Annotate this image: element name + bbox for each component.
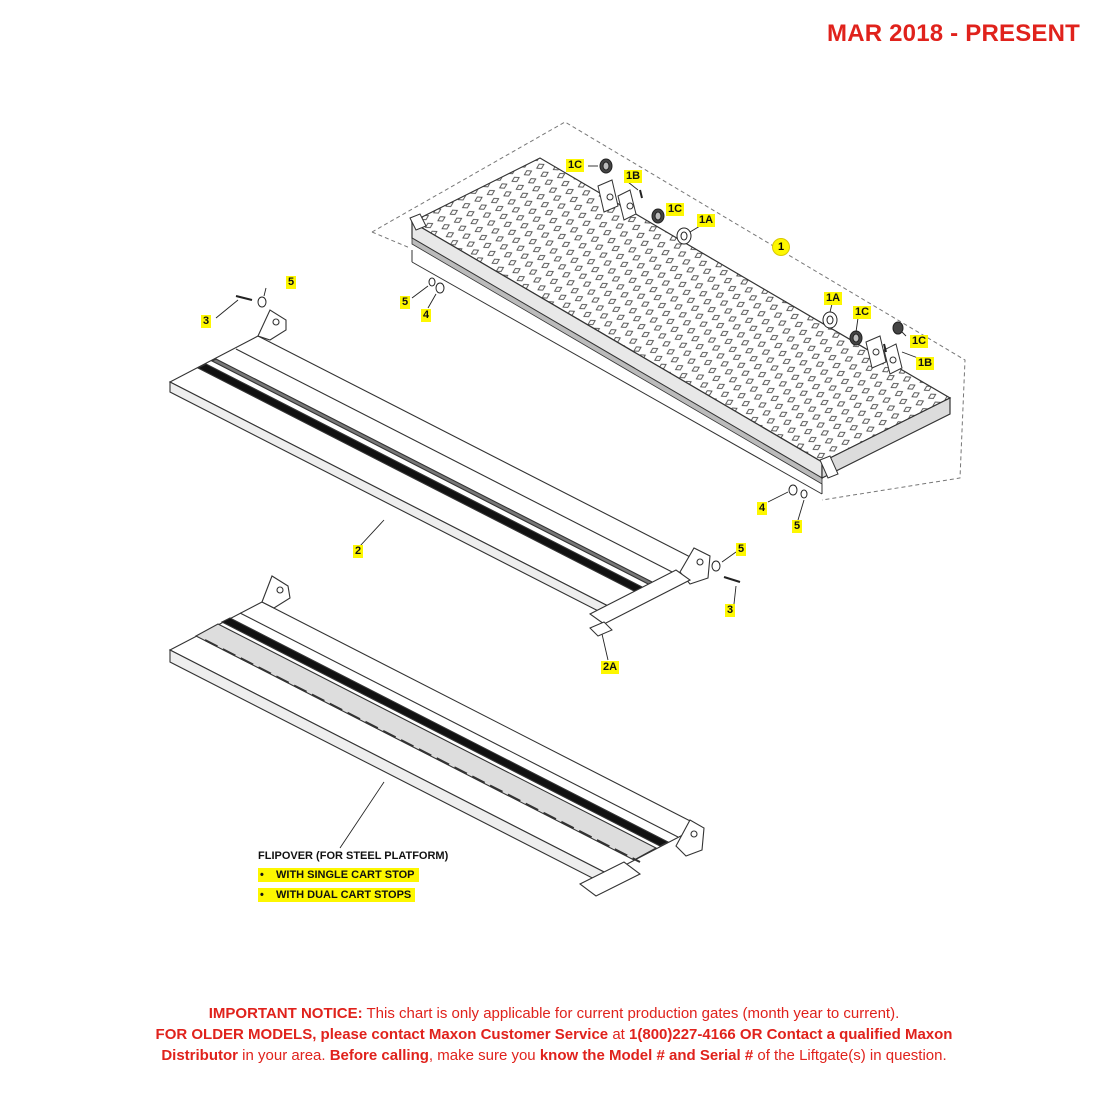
cart-stop-2a bbox=[590, 622, 612, 636]
legend-title: FLIPOVER (FOR STEEL PLATFORM) bbox=[258, 850, 449, 862]
callout-2a[interactable]: 2A bbox=[603, 661, 618, 673]
legend-item-single-cart-stop[interactable] bbox=[258, 868, 419, 882]
callout-1b-top[interactable]: 1B bbox=[626, 170, 641, 182]
callout-1[interactable]: 1 bbox=[772, 238, 790, 256]
callout-1c-right-far[interactable]: 1C bbox=[912, 335, 927, 347]
date-range-title: MAR 2018 - PRESENT bbox=[827, 20, 1080, 47]
bullet-icon: • bbox=[260, 869, 264, 881]
flipover-legend bbox=[258, 850, 448, 908]
notice-line-3: Distributor in your area. Before calling, make sure you know the Model # and Serial # of the Liftgate(s) in question. bbox=[161, 1047, 947, 1064]
callout-2[interactable]: 2 bbox=[355, 545, 362, 557]
callout-5-top-left[interactable]: 5 bbox=[288, 276, 295, 288]
callout-3-left[interactable]: 3 bbox=[203, 315, 210, 327]
bullet-icon: • bbox=[260, 889, 264, 901]
callout-1c-top-mid[interactable]: 1C bbox=[668, 203, 683, 215]
callout-5-mid-left[interactable]: 5 bbox=[402, 296, 409, 308]
callout-4-left[interactable]: 4 bbox=[423, 309, 430, 321]
important-notice bbox=[0, 1003, 1108, 1066]
callout-4-right[interactable]: 4 bbox=[759, 502, 766, 514]
notice-line-2: FOR OLDER MODELS, please contact Maxon Customer Service at 1(800)227-4166 OR Contact a qualified Maxon bbox=[155, 1026, 953, 1043]
notice-line-1: IMPORTANT NOTICE: This chart is only applicable for current production gates (month year to current). bbox=[208, 1005, 900, 1022]
callout-5-right-lower[interactable]: 5 bbox=[794, 520, 801, 532]
callout-1a-right[interactable]: 1A bbox=[826, 292, 841, 304]
callout-5-right-upper[interactable]: 5 bbox=[738, 543, 745, 555]
callout-1a-top[interactable]: 1A bbox=[699, 214, 714, 226]
callout-1c-right-mid[interactable]: 1C bbox=[855, 306, 870, 318]
legend-item-label: WITH DUAL CART STOPS bbox=[276, 889, 412, 901]
callout-3-right[interactable]: 3 bbox=[727, 604, 734, 616]
flipover-platform bbox=[170, 576, 704, 896]
callout-1c-top-left[interactable]: 1C bbox=[568, 159, 583, 171]
callout-1b-right[interactable]: 1B bbox=[918, 357, 933, 369]
legend-item-dual-cart-stops[interactable] bbox=[258, 888, 415, 902]
legend-item-label: WITH SINGLE CART STOP bbox=[276, 869, 415, 881]
